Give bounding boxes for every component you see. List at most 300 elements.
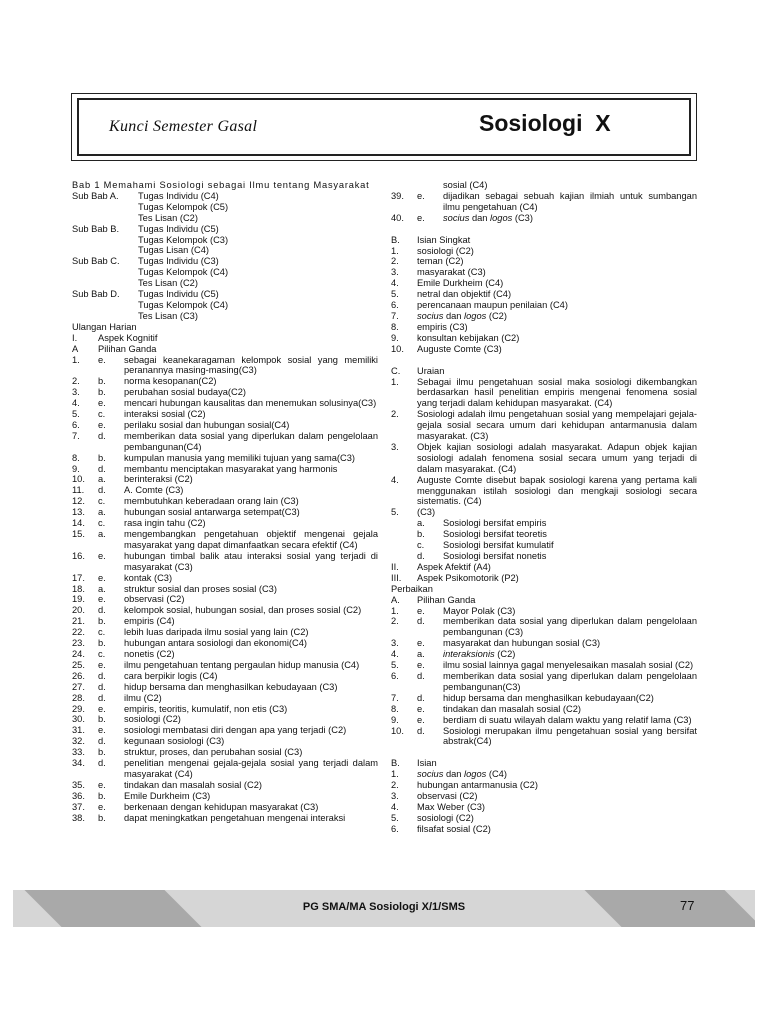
aspect-number: III. — [391, 572, 402, 583]
answer-letter: d. — [98, 463, 106, 474]
list-item — [391, 442, 697, 475]
list-item — [391, 311, 697, 322]
answer-number: 31. — [72, 725, 85, 736]
header-subtitle: Kunci Semester Gasal — [109, 118, 258, 135]
answer-number: 29. — [72, 703, 85, 714]
answer-number: 37. — [72, 801, 85, 812]
item-text: teman (C2) — [417, 256, 464, 267]
subbab-key: Sub Bab D. — [72, 289, 120, 300]
item-number: 1. — [391, 245, 399, 256]
answer-number: 2. — [391, 616, 399, 627]
answer-number: 9. — [391, 714, 399, 725]
list-item — [391, 791, 697, 802]
answer-letter: e. — [98, 703, 106, 714]
answer-letter: d. — [98, 681, 106, 692]
item-number: d. — [417, 551, 425, 561]
item-text: Auguste Comte disebut bapak sosiologi karena yang pertama kali menggunakan istilah sosiologi dan mengkaji sosiologi secara sistematis. (C4) — [417, 474, 697, 507]
item-number: 10. — [391, 343, 404, 354]
answer-item — [72, 649, 378, 660]
list-item — [391, 518, 697, 529]
aspect-number: II. — [391, 561, 399, 572]
item-number: 2. — [391, 780, 399, 791]
subsection-heading — [391, 758, 697, 769]
list-item — [391, 344, 697, 355]
answer-text: interaksi sosial (C2) — [124, 409, 206, 420]
subsection-label: Isian — [417, 758, 437, 769]
answer-item — [72, 813, 378, 824]
answer-letter: d. — [417, 670, 425, 681]
item-text: socius dan logos (C2) — [417, 310, 507, 321]
answer-text: empiris (C4) — [124, 616, 175, 627]
header-inner-box — [77, 98, 691, 156]
list-item — [391, 278, 697, 289]
answer-number: 28. — [72, 692, 85, 703]
answer-letter: d. — [417, 725, 425, 736]
answer-text: hidup bersama dan menghasilkan kebudayaan (C3) — [124, 681, 338, 692]
list-item — [391, 409, 697, 442]
subbab-line: Tes Lisan (C2) — [138, 278, 198, 289]
answer-letter: c. — [98, 409, 106, 420]
answer-text: ilmu sosial lainnya gagal menyelesaikan masalah sosial (C2) — [443, 660, 694, 671]
answer-text: hubungan timbal balik atau interaksi sosial yang terjadi di masyarakat (C3) — [124, 550, 378, 572]
subbab-line: Tugas Individu (C5) — [138, 223, 219, 234]
subbab-key: Sub Bab B. — [72, 223, 120, 234]
answer-letter: a. — [98, 529, 106, 539]
short-answer-list — [391, 246, 697, 355]
answer-letter: e. — [98, 419, 106, 430]
page-number: 77 — [680, 898, 695, 913]
answer-letter: b. — [98, 747, 106, 758]
essay-list — [391, 377, 697, 519]
answer-item — [72, 660, 378, 671]
answer-number: 21. — [72, 616, 85, 627]
answer-letter: b. — [98, 638, 106, 649]
answer-text: mengembangkan pengetahuan objektif mengenai gejala masyarakat yang dapat dimanfaatkan secara efektif (C4) — [124, 529, 378, 550]
answer-text: A. Comte (C3) — [124, 485, 184, 496]
answer-item — [72, 714, 378, 725]
answer-number: 1. — [72, 354, 80, 365]
answer-item — [391, 191, 697, 213]
answer-number: 34. — [72, 758, 85, 769]
answer-text: masyarakat dan hubungan sosial (C3) — [443, 638, 601, 649]
answer-text: perilaku sosial dan hubungan sosial(C4) — [124, 419, 290, 430]
answer-number: 26. — [72, 670, 85, 681]
answer-item — [72, 605, 378, 616]
item-number: b. — [417, 529, 425, 540]
list-item — [391, 267, 697, 278]
item-text: socius dan logos (C4) — [417, 769, 507, 780]
list-item — [391, 813, 697, 824]
answer-letter: d. — [98, 736, 106, 747]
answer-number: 39. — [391, 190, 404, 201]
answer-letter: e. — [98, 659, 106, 670]
answer-letter: c. — [98, 627, 106, 638]
answer-number: 7. — [72, 430, 80, 441]
answer-number: 22. — [72, 627, 85, 638]
answer-item — [72, 747, 378, 758]
subbab-line: Tugas Kelompok (C5) — [138, 201, 229, 212]
list-item — [391, 769, 697, 780]
answer-letter: c. — [98, 496, 106, 507]
answer-item — [72, 474, 378, 485]
item-text: sosiologi (C2) — [417, 812, 474, 823]
answer-text: membantu menciptakan masyarakat yang harmonis — [124, 463, 338, 474]
answer-text: hubungan antara sosiologi dan ekonomi(C4) — [124, 638, 307, 649]
item-number: 4. — [391, 801, 399, 812]
answer-text: empiris, teoritis, kumulatif, non etis (C3) — [124, 703, 288, 714]
answer-letter: e. — [98, 354, 106, 365]
answer-text: perubahan sosial budaya(C2) — [124, 387, 246, 398]
answer-letter: c. — [98, 648, 106, 659]
item-number: 7. — [391, 310, 399, 321]
answer-letter: a. — [98, 474, 106, 485]
subsection-letter: A — [72, 343, 79, 354]
answer-text: norma kesopanan(C2) — [124, 376, 217, 387]
answer-letter: e. — [417, 703, 425, 714]
subbab-line: Tugas Individu (C5) — [138, 289, 219, 300]
item-number: 4. — [391, 474, 399, 485]
list-item — [391, 824, 697, 835]
answer-item — [391, 715, 697, 726]
answer-item — [72, 507, 378, 518]
answer-item — [391, 726, 697, 748]
answer-letter: e. — [417, 714, 425, 725]
answer-text: membutuhkan keberadaan orang lain (C3) — [124, 496, 299, 507]
answer-text: socius dan logos (C3) — [443, 212, 533, 223]
item-number: 6. — [391, 300, 399, 311]
answer-number: 10. — [391, 725, 404, 736]
short-answer-list — [391, 769, 697, 834]
answer-list — [72, 355, 378, 824]
answer-item — [72, 693, 378, 704]
answer-text: cara berpikir logis (C4) — [124, 670, 218, 681]
answer-number: 30. — [72, 714, 85, 725]
answer-number: 7. — [391, 692, 399, 703]
subsection-letter: B. — [391, 758, 400, 769]
item-number: 3. — [391, 267, 399, 278]
item-number: 1. — [391, 769, 399, 780]
item-text: empiris (C3) — [417, 321, 468, 332]
subbab-line: Tes Lisan (C2) — [138, 212, 198, 223]
list-item — [391, 246, 697, 257]
answer-letter: e. — [98, 779, 106, 790]
answer-letter: b. — [98, 790, 106, 801]
answer-letter: e. — [417, 605, 425, 616]
answer-letter: e. — [98, 594, 106, 605]
subbab-key: Sub Bab A. — [72, 190, 119, 201]
answer-number: 18. — [72, 583, 85, 594]
answer-item — [72, 704, 378, 715]
item-number: 2. — [391, 256, 399, 267]
answer-list — [391, 606, 697, 748]
answer-text: hidup bersama dan menghasilkan kebudayaan(C2) — [443, 692, 654, 703]
answer-item — [391, 704, 697, 715]
item-number: 5. — [391, 289, 399, 300]
aspect-label: Aspek Afektif (A4) — [417, 561, 491, 572]
answer-text: ilmu pengetahuan tentang pergaulan hidup manusia (C4) — [124, 659, 360, 670]
list-item — [391, 802, 697, 813]
list-item — [391, 377, 697, 410]
list-item — [391, 780, 697, 791]
answer-letter: a. — [98, 507, 106, 518]
answer-letter: d. — [98, 485, 106, 496]
footer-title: PG SMA/MA Sosiologi X/1/SMS — [302, 901, 466, 913]
answer-list — [391, 191, 697, 224]
subbab-line: Tugas Kelompok (C4) — [138, 299, 229, 310]
answer-letter: e. — [417, 638, 425, 649]
item-text: Sosiologi bersifat kumulatif — [443, 540, 554, 551]
answer-item — [391, 638, 697, 649]
answer-item — [391, 671, 697, 693]
answer-letter: d. — [98, 692, 106, 703]
answer-item — [72, 594, 378, 605]
subsection-heading — [391, 366, 697, 377]
subsection-label: Pilihan Ganda — [417, 594, 476, 605]
answer-letter: d. — [417, 692, 425, 703]
item-number: 1. — [391, 376, 399, 387]
aspect-label: Aspek Psikomotorik (P2) — [417, 572, 519, 583]
answer-item — [391, 616, 697, 638]
subbab-line: Tugas Kelompok (C3) — [138, 234, 229, 245]
answer-text: memberikan data sosial yang diperlukan dalam pengelolaan pembangunan(C3) — [443, 670, 697, 692]
item-text: netral dan objektif (C4) — [417, 289, 512, 300]
answer-text: berkenaan dengan kehidupan masyarakat (C3) — [124, 801, 319, 812]
answer-item — [72, 496, 378, 507]
item-number: 5. — [391, 507, 399, 518]
answer-letter: a. — [417, 649, 425, 660]
essay-sublist — [391, 518, 697, 562]
item-text: filsafat sosial (C2) — [417, 823, 491, 834]
answer-text: lebih luas daripada ilmu sosial yang lain (C2) — [124, 627, 309, 638]
answer-number: 6. — [72, 419, 80, 430]
answer-number: 12. — [72, 496, 85, 507]
answer-item — [72, 464, 378, 475]
item-number: 8. — [391, 321, 399, 332]
answer-number: 15. — [72, 529, 85, 539]
answer-item — [391, 693, 697, 704]
answer-text: kelompok sosial, hubungan sosial, dan proses sosial (C2) — [124, 605, 362, 616]
answer-number: 3. — [391, 638, 399, 649]
answer-item — [72, 780, 378, 791]
answer-number: 14. — [72, 518, 85, 529]
answer-letter: e. — [98, 725, 106, 736]
answer-number: 35. — [72, 779, 85, 790]
item-number: 6. — [391, 823, 399, 834]
list-item — [391, 333, 697, 344]
answer-number: 24. — [72, 648, 85, 659]
answer-letter: d. — [98, 605, 106, 616]
answer-text: berdiam di suatu wilayah dalam waktu yang relatif lama (C3) — [443, 714, 692, 725]
answer-text: struktur sosial dan proses sosial (C3) — [124, 583, 277, 594]
answer-item — [72, 671, 378, 682]
item-text: Sebagai ilmu pengetahuan sosial maka sosiologi dikembangkan berdasarkan hasil penelitian empiris mengenai fenomena sosial yang terjadi dalam kehidupan masyarakat. (C4) — [417, 376, 697, 409]
subbab-a — [72, 191, 378, 202]
item-text: perencanaan maupun penilaian (C4) — [417, 300, 568, 311]
answer-letter: d. — [417, 616, 425, 627]
item-text: konsultan kebijakan (C2) — [417, 332, 520, 343]
answer-number: 40. — [391, 212, 404, 223]
answer-text: tindakan dan masalah sosial (C2) — [124, 779, 262, 790]
answer-number: 13. — [72, 507, 85, 518]
aspect-number: I. — [72, 332, 78, 343]
answer-item — [72, 485, 378, 496]
item-number: 3. — [391, 791, 399, 802]
item-number: 3. — [391, 441, 399, 452]
answer-text: observasi (C2) — [124, 594, 185, 605]
answer-letter: e. — [417, 190, 425, 201]
answer-text: memberikan data sosial yang diperlukan dalam pengelolaan pembangunan(C4) — [124, 430, 378, 452]
item-text: hubungan antarmanusia (C2) — [417, 780, 538, 791]
answer-text: dijadikan sebagai sebuah kajian ilmiah untuk sumbangan ilmu pengetahuan (C4) — [443, 190, 697, 212]
answer-text: Mayor Polak (C3) — [443, 605, 516, 616]
subsection-letter: C. — [391, 365, 401, 376]
list-item — [391, 551, 697, 562]
answer-item — [72, 398, 378, 409]
answer-item — [72, 736, 378, 747]
answer-item — [72, 551, 378, 573]
header-box — [71, 93, 697, 161]
answer-letter: b. — [98, 452, 106, 463]
left-column — [72, 180, 378, 823]
answer-letter: e. — [98, 572, 106, 583]
subbab-b — [72, 224, 378, 235]
answer-number: 32. — [72, 736, 85, 747]
subbab-line: Tugas Individu (C3) — [138, 256, 219, 267]
item-text: Max Weber (C3) — [417, 801, 486, 812]
item-text: Sosiologi bersifat empiris — [443, 518, 547, 529]
list-item — [391, 300, 697, 311]
item-text: (C3) — [417, 507, 436, 518]
chapter-heading: Bab 1 Memahami Sosiologi sebagai Ilmu tentang Masyarakat — [72, 180, 370, 190]
answer-item — [72, 431, 378, 453]
answer-item — [72, 529, 378, 551]
answer-item — [72, 584, 378, 595]
section-heading: Ulangan Harian — [72, 321, 137, 332]
answer-number: 20. — [72, 605, 85, 616]
right-column — [391, 180, 697, 835]
answer-item — [391, 660, 697, 671]
answer-letter: e. — [417, 660, 425, 671]
answer-letter: a. — [98, 583, 106, 594]
answer-text: rasa ingin tahu (C2) — [124, 518, 206, 529]
item-text: Objek kajian sosiologi adalah masyarakat. Adapun objek kajian sosiologi adalah fenomena sosial secara umum yang terjadi di dalam masyarakat. (C4) — [417, 441, 697, 474]
subsection-heading — [391, 235, 697, 246]
item-text: observasi (C2) — [417, 791, 478, 802]
answer-text: mencari hubungan kausalitas dan menemukan solusinya(C3) — [124, 398, 377, 409]
aspect-label: Aspek Kognitif — [98, 332, 158, 343]
item-text: sosiologi (C2) — [417, 245, 474, 256]
answer-text: sosiologi (C2) — [124, 714, 181, 725]
answer-number: 4. — [72, 398, 80, 409]
answer-text: nonetis (C2) — [124, 648, 175, 659]
subsection-label: Pilihan Ganda — [98, 343, 157, 354]
answer-item — [72, 791, 378, 802]
answer-text: kontak (C3) — [124, 572, 173, 583]
answer-number: 9. — [72, 463, 80, 474]
list-item — [391, 256, 697, 267]
answer-continuation: sosial (C4) — [443, 180, 488, 190]
answer-number: 3. — [72, 387, 80, 398]
list-item — [391, 540, 697, 551]
answer-item — [72, 420, 378, 431]
item-number: 2. — [391, 409, 399, 420]
list-item — [391, 322, 697, 333]
list-item — [391, 529, 697, 540]
answer-number: 17. — [72, 572, 85, 583]
subbab-key: Sub Bab C. — [72, 256, 120, 267]
answer-number: 27. — [72, 681, 85, 692]
answer-number: 33. — [72, 747, 85, 758]
answer-letter: b. — [98, 387, 106, 398]
item-number: 5. — [391, 812, 399, 823]
answer-item — [72, 682, 378, 693]
answer-letter: e. — [417, 212, 425, 223]
answer-item — [391, 213, 697, 224]
answer-letter: b. — [98, 376, 106, 387]
answer-item — [72, 355, 378, 377]
answer-text: sebagai keanekaragaman kelompok sosial yang memiliki peranannya masing-masing(C3) — [124, 354, 378, 376]
answer-item — [391, 606, 697, 617]
subbab-line: Tugas Kelompok (C4) — [138, 267, 229, 278]
answer-letter: e. — [98, 550, 106, 561]
answer-letter: d. — [98, 670, 106, 681]
item-number: a. — [417, 518, 425, 529]
subsection-heading — [72, 344, 378, 355]
answer-number: 5. — [72, 409, 80, 420]
answer-text: ilmu (C2) — [124, 692, 162, 703]
answer-item — [72, 758, 378, 780]
answer-item — [72, 802, 378, 813]
answer-letter: b. — [98, 812, 106, 823]
answer-number: 25. — [72, 659, 85, 670]
answer-number: 6. — [391, 670, 399, 681]
answer-number: 19. — [72, 594, 85, 605]
subbab-line: Tugas Individu (C4) — [138, 190, 219, 201]
answer-item — [72, 638, 378, 649]
answer-text: sosiologi membatasi diri dengan apa yang terjadi (C2) — [124, 725, 347, 736]
list-item — [391, 475, 697, 508]
subsection-letter: B. — [391, 234, 400, 245]
answer-item — [72, 409, 378, 420]
subbab-d — [72, 289, 378, 300]
answer-text: hubungan sosial antarwarga setempat(C3) — [124, 507, 300, 518]
item-number: c. — [417, 540, 425, 551]
answer-text: interaksionis (C2) — [443, 649, 516, 660]
answer-item — [72, 387, 378, 398]
answer-text: penelitian mengenai gejala-gejala sosial yang terjadi dalam masyarakat (C4) — [124, 758, 378, 779]
header-title: Sosiologi X — [479, 110, 611, 136]
answer-item — [391, 649, 697, 660]
answer-number: 11. — [72, 485, 85, 496]
answer-number: 8. — [391, 703, 399, 714]
item-number: 9. — [391, 332, 399, 343]
subbab-line: Tes Lisan (C3) — [138, 310, 198, 321]
list-item — [391, 507, 697, 518]
subsection-label: Isian Singkat — [417, 234, 471, 245]
answer-number: 8. — [72, 452, 80, 463]
item-text: Auguste Comte (C3) — [417, 343, 502, 354]
answer-number: 4. — [391, 649, 399, 660]
answer-text: struktur, proses, dan perubahan sosial (C3) — [124, 747, 303, 758]
item-text: Sosiologi bersifat teoretis — [443, 529, 547, 540]
item-number: 4. — [391, 278, 399, 289]
subbab-line: Tugas Lisan (C4) — [138, 245, 209, 256]
answer-text: memberikan data sosial yang diperlukan dalam pengelolaan pembangunan (C3) — [443, 616, 697, 638]
answer-letter: e. — [98, 398, 106, 409]
answer-number: 1. — [391, 605, 399, 616]
answer-text: dapat meningkatkan pengetahuan mengenai interaksi — [124, 812, 346, 823]
answer-letter: d. — [98, 758, 106, 769]
